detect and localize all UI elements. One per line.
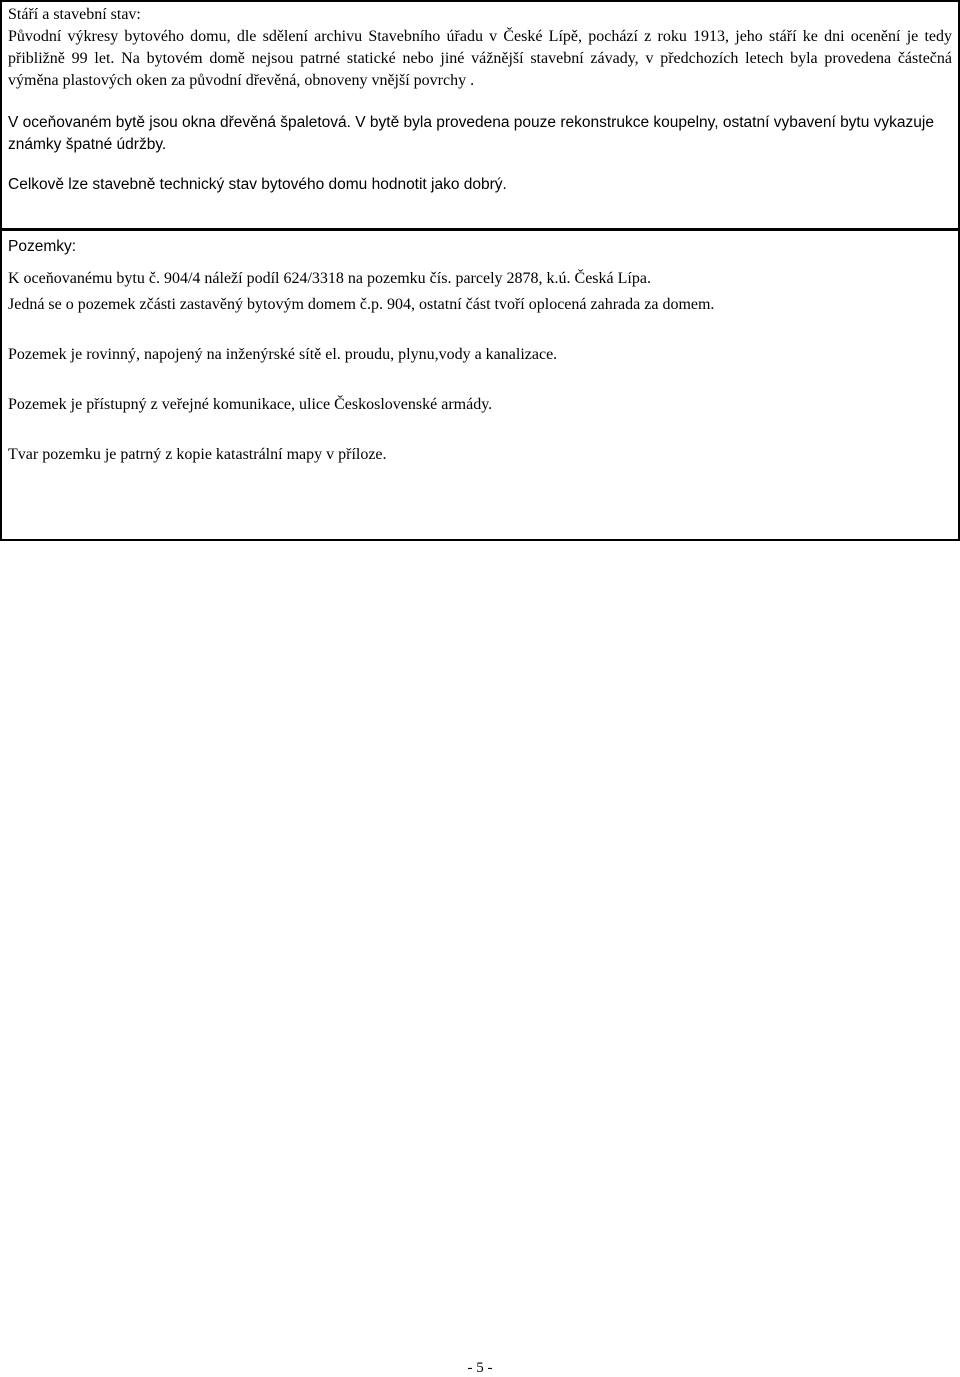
section-land-heading: Pozemky: bbox=[8, 238, 77, 255]
page-number: - 5 - bbox=[467, 1360, 493, 1376]
section-land-paragraph-1: K oceňovanému bytu č. 904/4 náleží podíl 624/3318 na pozemku čís. parcely 2878, k.ú. Česká Lípa. bbox=[8, 270, 651, 287]
section-age-paragraph-1: Původní výkresy bytového domu, dle sdělení archivu Stavebního úřadu v České Lípě, pochází z roku 1913, jeho stáří ke dni ocenění je tedy přibližně 99 let. Na bytovém domě nejsou patrné statické nebo jiné vážnější stavební závady, v předchozích letech byla provedena částečná výměna plastových oken za původní dřevěná, obnoveny vnější povrchy . bbox=[8, 28, 952, 89]
section-land-paragraph-4: Pozemek je přístupný z veřejné komunikace, ulice Československé armády. bbox=[8, 396, 493, 413]
section-age-paragraph-3: Celkově lze stavebně technický stav bytového domu hodnotit jako dobrý. bbox=[8, 176, 507, 193]
section-age-paragraph-2: V oceňovaném bytě jsou okna dřevěná špaletová. V bytě byla provedena pouze rekonstrukce koupelny, ostatní vybavení bytu vykazuje známky špatné údržby. bbox=[8, 114, 934, 153]
section-land-paragraph-5: Tvar pozemku je patrný z kopie katastrální mapy v příloze. bbox=[8, 446, 387, 463]
section-age-heading: Stáří a stavební stav: bbox=[8, 6, 141, 23]
section-land bbox=[8, 236, 952, 466]
section-divider bbox=[0, 228, 960, 231]
section-age-and-condition bbox=[8, 4, 952, 196]
section-land-paragraph-2: Jedná se o pozemek zčásti zastavěný bytovým domem č.p. 904, ostatní část tvoří oplocená zahrada za domem. bbox=[8, 296, 715, 313]
section-land-paragraph-3: Pozemek je rovinný, napojený na inženýrské sítě el. proudu, plynu,vody a kanalizace. bbox=[8, 346, 558, 363]
